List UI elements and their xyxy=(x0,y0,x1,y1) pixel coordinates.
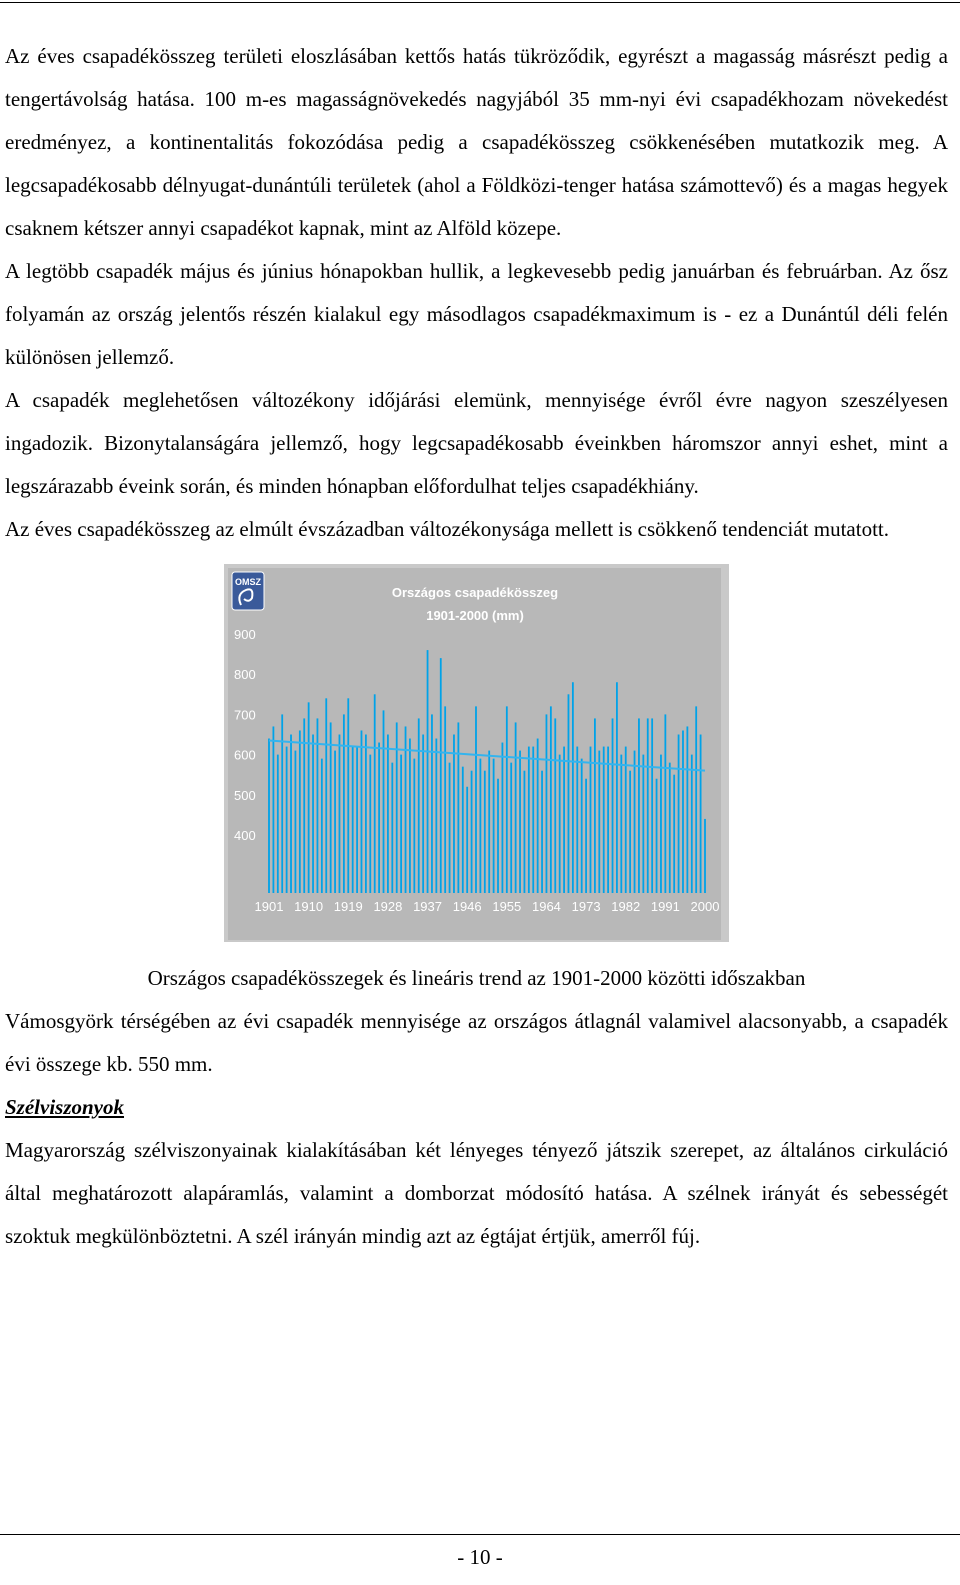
bar xyxy=(365,735,367,894)
bar xyxy=(387,735,389,894)
bar xyxy=(295,751,297,893)
bar xyxy=(603,747,605,893)
header-rule xyxy=(0,2,960,3)
bar xyxy=(590,747,592,893)
x-tick-label: 1964 xyxy=(531,899,561,914)
bar xyxy=(374,694,376,893)
bar xyxy=(550,706,552,893)
precipitation-chart-figure xyxy=(224,564,729,942)
paragraph-trend: Az éves csapadékösszeg az elmúlt évszázadban változékonysága mellett is csökkenő tendenciát mutatott. xyxy=(5,517,889,541)
paragraph-vamosgyork: Vámosgyörk térségében az évi csapadék mennyisége az országos átlagnál valamivel alacsonyabb, a csapadék évi összege kb. 550 mm. xyxy=(5,1009,948,1076)
y-tick-label: 500 xyxy=(234,787,256,803)
bar xyxy=(422,735,424,894)
bar xyxy=(634,751,636,893)
x-tick-label: 1946 xyxy=(452,899,482,914)
bar xyxy=(598,751,600,893)
chart-subtitle: 1901-2000 (mm) xyxy=(426,608,524,623)
bar xyxy=(537,739,539,893)
bar xyxy=(532,747,534,893)
bar xyxy=(427,650,429,893)
bar xyxy=(334,751,336,893)
bar xyxy=(273,726,275,893)
bar xyxy=(312,735,314,894)
x-tick-label: 1982 xyxy=(611,899,641,914)
bar xyxy=(524,771,526,893)
bar xyxy=(418,718,420,893)
bar xyxy=(695,706,697,893)
figure-caption: Országos csapadékösszegek és lineáris trend az 1901-2000 közötti időszakban xyxy=(147,966,806,990)
chart-title: Országos csapadékösszeg xyxy=(391,585,559,600)
bar xyxy=(479,759,481,893)
bar xyxy=(475,706,477,893)
bar xyxy=(440,658,442,893)
bar xyxy=(700,735,702,894)
bar xyxy=(488,751,490,893)
bar xyxy=(396,722,398,893)
bar xyxy=(484,771,486,893)
paragraph-precipitation-distribution: Az éves csapadékösszeg területi eloszlásában kettős hatás tükröződik, egyrészt a magasság másrészt pedig a tengertávolság hatása. 100 m-es magasságnövekedés nagyjából 35 mm-nyi évi csapadékhozam növekedést eredményez, a kontinentalitás fokozódása pedig a csapadékösszeg csökkenésében mutatkozik meg. A legcsapadékosabb délnyugat-dunántúli területek (ahol a Földközi-tenger hatása számottevő) és a magas hegyek csaknem kétszer annyi csapadékot kapnak, mint az Alföld közepe. xyxy=(5,44,948,240)
bar xyxy=(669,763,671,893)
bar xyxy=(581,759,583,893)
bar xyxy=(673,775,675,893)
section-heading-wind: Szélviszonyok xyxy=(5,1095,125,1119)
bar xyxy=(682,730,684,893)
bar xyxy=(572,682,574,893)
bar xyxy=(515,722,517,893)
x-tick-label: 1919 xyxy=(333,899,363,914)
omsz-logo-text: OMSZ xyxy=(235,577,261,587)
bar xyxy=(660,755,662,893)
bar xyxy=(568,694,570,893)
bar xyxy=(625,747,627,893)
bar xyxy=(678,735,680,894)
bar xyxy=(493,759,495,893)
bar xyxy=(585,779,587,893)
bar xyxy=(303,718,305,893)
bar xyxy=(546,714,548,893)
bar xyxy=(444,706,446,893)
x-tick-label: 1937 xyxy=(413,899,443,914)
bar xyxy=(457,722,459,893)
bar xyxy=(299,730,301,893)
bar xyxy=(656,779,658,893)
bar xyxy=(616,682,618,893)
bar xyxy=(347,698,349,893)
bar xyxy=(290,735,292,894)
x-tick-label: 1910 xyxy=(294,899,324,914)
bar xyxy=(400,755,402,893)
x-tick-label: 1955 xyxy=(492,899,522,914)
bar xyxy=(528,747,530,893)
bar xyxy=(629,771,631,893)
bar xyxy=(704,819,706,893)
omsz-logo xyxy=(232,572,264,610)
x-tick-label: 2000 xyxy=(690,899,720,914)
bar xyxy=(391,763,393,893)
bar xyxy=(519,751,521,893)
bar xyxy=(462,767,464,893)
bar xyxy=(277,755,279,893)
bar xyxy=(510,763,512,893)
bar xyxy=(378,743,380,893)
bar xyxy=(541,771,543,893)
precipitation-chart xyxy=(224,564,729,942)
bar xyxy=(554,718,556,893)
bar xyxy=(453,735,455,894)
bar xyxy=(413,759,415,893)
page-number: - 10 - xyxy=(457,1545,503,1569)
y-tick-label: 700 xyxy=(234,707,256,723)
bar xyxy=(431,714,433,893)
bar xyxy=(502,743,504,893)
x-tick-label: 1991 xyxy=(650,899,680,914)
bar xyxy=(286,747,288,893)
y-tick-label: 800 xyxy=(234,667,256,683)
bar xyxy=(361,730,363,893)
bar xyxy=(435,739,437,893)
bar xyxy=(576,747,578,893)
bar xyxy=(449,763,451,893)
bar xyxy=(409,739,411,893)
bar xyxy=(594,718,596,893)
bar xyxy=(664,714,666,893)
x-tick-label: 1901 xyxy=(254,899,284,914)
bar xyxy=(642,755,644,893)
bar xyxy=(466,787,468,893)
bar xyxy=(321,759,323,893)
bar xyxy=(369,755,371,893)
bar xyxy=(330,722,332,893)
bar xyxy=(383,710,385,893)
bar xyxy=(686,726,688,893)
bar xyxy=(497,779,499,893)
bar xyxy=(343,714,345,893)
bar xyxy=(471,771,473,893)
x-tick-label: 1928 xyxy=(373,899,403,914)
paragraph-variability: A csapadék meglehetősen változékony időjárási elemünk, mennyisége évről évre nagyon szeszélyesen ingadozik. Bizonytalanságára jellemző, hogy legcsapadékosabb éveinkben háromszor annyi eshet, mint a legszárazabb éveink során, és minden hónapban előfordulhat teljes csapadékhiány. xyxy=(5,388,948,498)
bar xyxy=(638,718,640,893)
bar xyxy=(268,739,270,893)
bar xyxy=(405,726,407,893)
y-tick-label: 600 xyxy=(234,747,256,763)
bar xyxy=(691,755,693,893)
footer-rule xyxy=(0,1534,960,1535)
bar xyxy=(612,718,614,893)
bar xyxy=(308,702,310,893)
bar xyxy=(563,747,565,893)
bar xyxy=(506,706,508,893)
bar xyxy=(339,735,341,894)
bar xyxy=(647,718,649,893)
bar xyxy=(559,755,561,893)
bar xyxy=(352,747,354,893)
x-tick-label: 1973 xyxy=(571,899,601,914)
y-tick-label: 400 xyxy=(234,828,256,843)
paragraph-wind: Magyarország szélviszonyainak kialakításában két lényeges tényező játszik szerepet, az általános cirkuláció által meghatározott alapáramlás, valamint a domborzat módosító hatása. A szélnek irányát és sebességét szoktuk megkülönböztetni. A szél irányán mindig azt az égtájat értjük, amerről fúj. xyxy=(5,1138,948,1248)
bar xyxy=(620,755,622,893)
bar xyxy=(607,747,609,893)
bar xyxy=(356,747,358,893)
bar xyxy=(651,718,653,893)
y-tick-label: 900 xyxy=(234,627,256,642)
paragraph-monthly-precipitation: A legtöbb csapadék május és június hónapokban hullik, a legkevesebb pedig januárban és februárban. Az ősz folyamán az ország jelentős részén kialakul egy másodlagos csapadékmaximum is - ez a Dunántúl déli felén különösen jellemző. xyxy=(5,259,948,369)
page-body xyxy=(5,35,948,1258)
bar xyxy=(325,698,327,893)
